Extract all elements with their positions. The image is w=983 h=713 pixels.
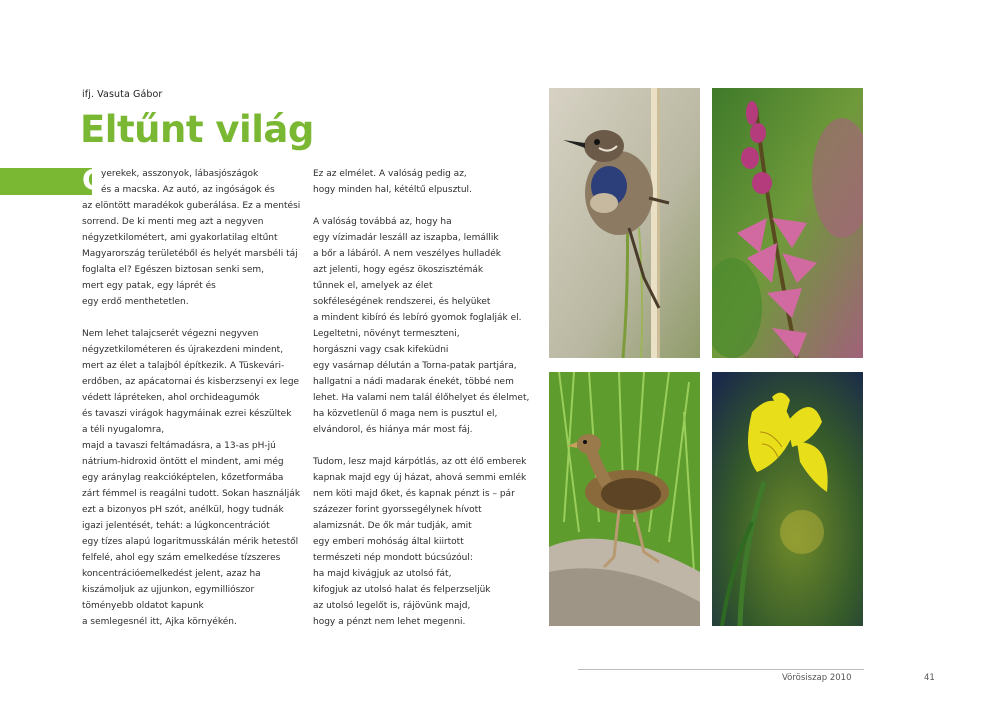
footer-publication: Vörösiszap 2010 [782,673,852,683]
text-line: egy tízes alapú logaritmusskálán mérik hetestől [82,537,299,547]
text-line: azt jelenti, hogy egész ökoszisztémák [313,265,484,275]
text-line: hallgatni a nádi madarak énekét, többé nem [313,377,514,387]
author-byline: ifj. Vasuta Gábor [82,89,163,100]
text-line: yerekek, asszonyok, lábasjószágok [101,169,259,179]
text-line: lehet. Ha valami nem talál élőhelyet és élelmet, [313,393,530,403]
text-line: hogy a pénzt nem lehet megenni. [313,617,466,627]
text-line: mert egy patak, egy láprét és [82,281,216,291]
text-line: az elöntött maradékok guberálása. Ez a mentési [82,201,301,211]
text-line: tűnnek el, amelyek az élet [313,281,433,291]
accent-bar [0,168,92,195]
text-line: kiszámoljuk az ujjunkon, egymilliószor [82,585,255,595]
text-line [82,310,302,326]
text-line: horgászni vagy csak kifeküdni [313,345,449,355]
text-line: kifogjuk az utolsó halat és felperzseljük [313,585,491,595]
text-line: ezt a bizonyos pH szót, anélkül, hogy tudnák [82,505,284,515]
text-line: egy vízimadár leszáll az iszapba, lemállik [313,233,499,243]
text-line: Legeltetni, növényt termeszteni, [313,329,460,339]
text-line: ha közvetlenül ő maga nem is pusztul el, [313,409,498,419]
drop-cap: G [82,163,105,196]
crake-photo [549,372,700,626]
text-line: egy erdő menthetetlen. [82,297,189,307]
text-column-1 [82,163,302,630]
text-line: a bőr a lábáról. A nem veszélyes hulladék [313,249,502,259]
text-line: ha majd kivágjuk az utolsó fát, [313,569,452,579]
text-line: nátrium-hidroxid öntött el mindent, ami még [82,457,284,467]
text-line [313,198,533,214]
text-line: és a macska. Az autó, az ingóságok és [101,185,275,195]
text-line: egy vasárnap délután a Torna-patak partjára, [313,361,517,371]
text-line: Nem lehet talajcserét végezni negyven [82,329,259,339]
text-line: alamizsnát. De ők már tudják, amit [313,521,472,531]
text-line: majd a tavaszi feltámadásra, a 13-as pH-jú [82,441,276,451]
text-line: négyzetkilométert, ami gyakorlatilag eltűnt [82,233,278,243]
footer-rule [578,669,864,670]
text-line: Ez az elmélet. A valóság pedig az, [313,169,467,179]
bluethroat-photo [549,88,700,358]
bird-on-ground-icon [549,372,700,626]
text-line: egy emberi mohóság által kiirtott [313,537,464,547]
text-line: és tavaszi virágok hagymáinak ezrei készültek [82,409,292,419]
yellow-iris-photo [712,372,863,626]
bird-on-reed-icon [549,88,700,358]
orchid-photo [712,88,863,358]
text-line [313,438,533,454]
text-line: az utolsó legelőt is, rájövünk majd, [313,601,471,611]
text-line: kapnak majd egy új házat, ahová semmi emlék [313,473,527,483]
text-line: a téli nyugalomra, [82,425,165,435]
text-line: koncentrációemelkedést jelent, azaz ha [82,569,261,579]
text-line: A valóság továbbá az, hogy ha [313,217,452,227]
text-line: természeti nép mondott búcsúzóul: [313,553,473,563]
text-line: védett lápréteken, ahol orchideagumók [82,393,260,403]
text-line: igazi jelentését, tehát: a lúgkoncentrációt [82,521,270,531]
text-line: sokféleségének rendszerei, és helyüket [313,297,491,307]
text-line: a semlegesnél itt, Ajka környékén. [82,617,237,627]
text-line: erdőben, az apácatornai és kisberzsenyi ex lege [82,377,300,387]
text-line: Tudom, lesz majd kárpótlás, az ott élő emberek [313,457,527,467]
text-line: sorrend. De ki menti meg azt a negyven [82,217,264,227]
text-line: zárt fémmel is reagálni tudott. Sokan használják [82,489,301,499]
text-line: felfelé, ahol egy szám emelkedése tízszeres [82,553,281,563]
text-line: hogy minden hal, kétéltű elpusztul. [313,185,472,195]
text-line: a mindent kibíró és lebíró gyomok foglalják el. [313,313,522,323]
text-line: százezer forint gyorssegélynek hívott [313,505,482,515]
text-line: négyzetkilométeren és újrakezdeni mindent, [82,345,284,355]
orchid-flower-icon [712,88,863,358]
text-column-2 [313,166,533,630]
text-line: mert az élet a talajból építkezik. A Tüskevári- [82,361,285,371]
text-line: egy aránylag reakcióképtelen, kőzetformába [82,473,284,483]
text-line: töményebb oldatot kapunk [82,601,204,611]
text-line: nem köti majd őket, és kapnak pénzt is – pár [313,489,515,499]
article-title: Eltűnt világ [80,108,314,151]
text-line: foglalta el? Egészen biztosan senki sem, [82,265,265,275]
iris-flower-icon [712,372,863,626]
text-line: Magyarország területéből és helyét marsbéli táj [82,249,298,259]
text-line: elvándorol, és hiánya már most fáj. [313,425,473,435]
page-number: 41 [924,673,935,683]
